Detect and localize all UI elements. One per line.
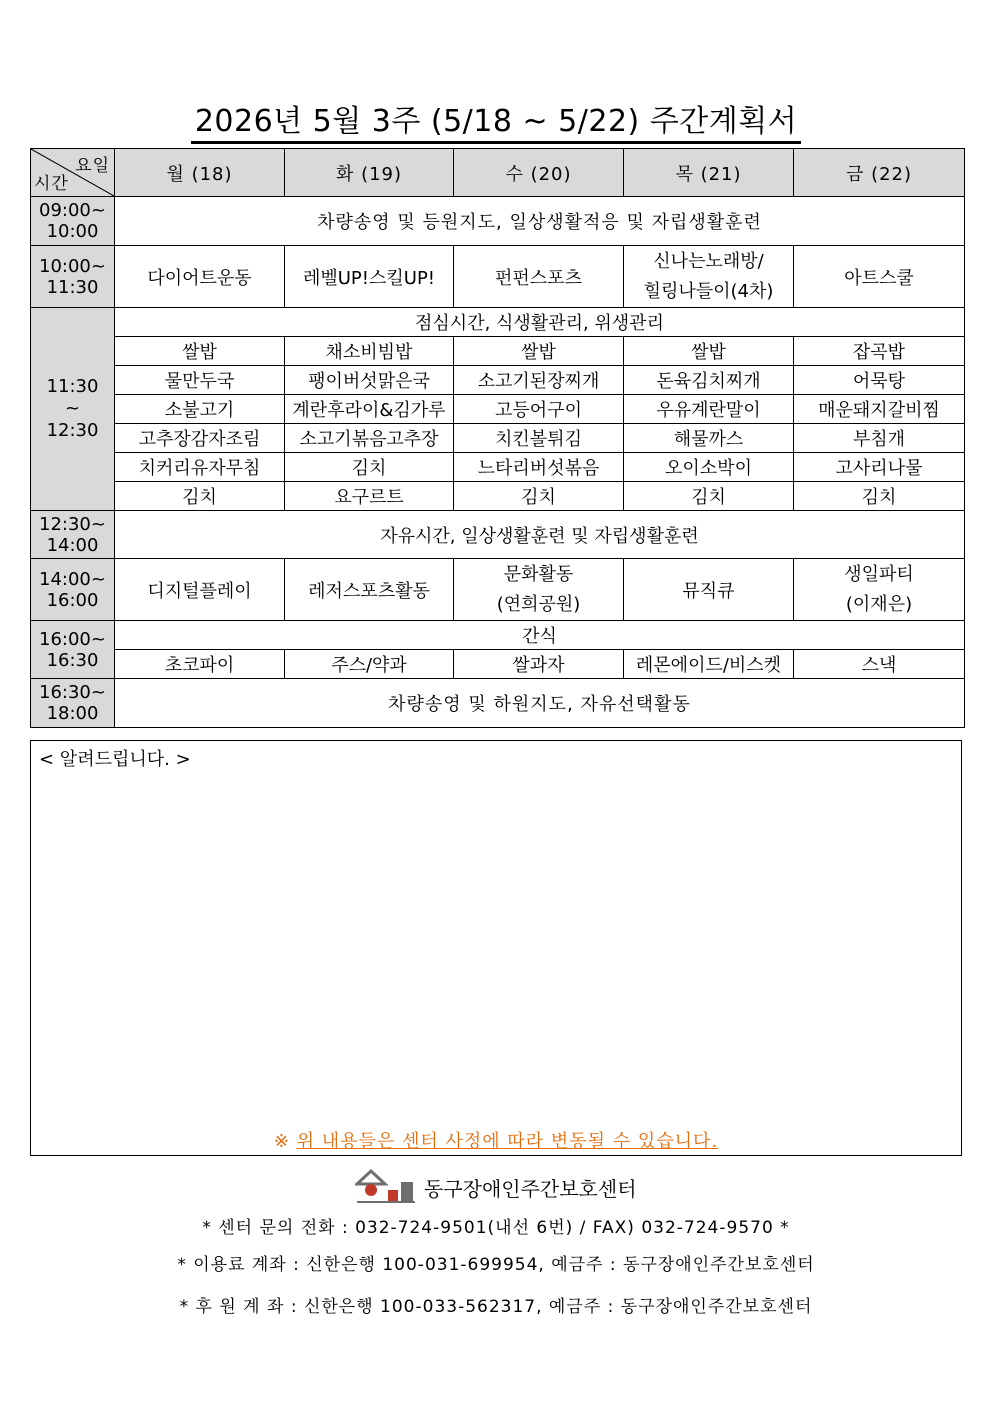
time-start: 11:30 bbox=[46, 376, 99, 397]
menu-item: 김치 bbox=[285, 453, 454, 482]
menu-row bbox=[31, 366, 965, 395]
activity-cell-tue: 레벨UP!스킬UP! bbox=[285, 246, 454, 308]
activity-cell-wed bbox=[454, 559, 624, 621]
time-start: 14:00~ bbox=[39, 568, 106, 590]
corner-time-label: 시간 bbox=[34, 174, 69, 194]
menu-item: 잡곡밥 bbox=[794, 337, 965, 366]
menu-item: 오이소박이 bbox=[624, 453, 794, 482]
menu-item: 치커리유자무침 bbox=[115, 453, 285, 482]
menu-item: 계란후라이&김가루 bbox=[285, 395, 454, 424]
time-cell bbox=[31, 197, 115, 246]
time-end: 16:30 bbox=[46, 649, 99, 671]
menu-item: 소고기볶음고추장 bbox=[285, 424, 454, 453]
menu-item: 물만두국 bbox=[115, 366, 285, 395]
activity-cell-thu bbox=[624, 246, 794, 308]
menu-item: 고사리나물 bbox=[794, 453, 965, 482]
contact-info: * 센터 문의 전화 : 032-724-9501(내선 6번) / FAX) 032-724-9570 * bbox=[202, 1218, 790, 1238]
menu-row bbox=[31, 482, 965, 511]
snack-row bbox=[31, 650, 965, 679]
table-row bbox=[31, 308, 965, 337]
time-start: 16:30~ bbox=[39, 682, 106, 703]
snack-heading: 간식 bbox=[115, 621, 965, 650]
activity-cell-fri bbox=[794, 559, 965, 621]
menu-item: 치킨볼튀김 bbox=[454, 424, 624, 453]
menu-item: 김치 bbox=[794, 482, 965, 511]
menu-item: 소고기된장찌개 bbox=[454, 366, 624, 395]
time-cell bbox=[31, 559, 115, 621]
activity-cell-mon: 다이어트운동 bbox=[115, 246, 285, 308]
notice-footer bbox=[31, 1127, 961, 1153]
activity-line: 신나는노래방/ bbox=[653, 250, 764, 272]
time-end: 18:00 bbox=[46, 703, 99, 724]
menu-row bbox=[31, 337, 965, 366]
table-row bbox=[31, 679, 965, 728]
table-header-row bbox=[31, 149, 965, 197]
time-end: 12:30 bbox=[46, 420, 99, 441]
menu-item: 김치 bbox=[454, 482, 624, 511]
menu-row bbox=[31, 424, 965, 453]
menu-item: 어묵탕 bbox=[794, 366, 965, 395]
activity-line: 생일파티 bbox=[844, 563, 914, 585]
time-start: 09:00~ bbox=[39, 200, 106, 221]
weekly-plan-table bbox=[30, 148, 965, 728]
corner-cell bbox=[31, 149, 115, 197]
activity-cell: 차량송영 및 하원지도, 자유선택활동 bbox=[115, 679, 965, 728]
menu-item: 부침개 bbox=[794, 424, 965, 453]
menu-item: 쌀밥 bbox=[115, 337, 285, 366]
time-cell bbox=[31, 621, 115, 679]
center-name: 동구장애인주간보호센터 bbox=[424, 1177, 637, 1201]
time-cell bbox=[31, 308, 115, 511]
activity-cell-wed: 펀펀스포츠 bbox=[454, 246, 624, 308]
snack-item: 초코파이 bbox=[115, 650, 285, 679]
snack-item: 스낵 bbox=[794, 650, 965, 679]
menu-item: 해물까스 bbox=[624, 424, 794, 453]
menu-item: 요구르트 bbox=[285, 482, 454, 511]
table-row bbox=[31, 559, 965, 621]
snack-item: 레몬에이드/비스켓 bbox=[624, 650, 794, 679]
activity-line: 힐링나들이(4차) bbox=[643, 280, 774, 302]
day-header-mon: 월 (18) bbox=[115, 149, 285, 197]
activity-cell-thu: 뮤직큐 bbox=[624, 559, 794, 621]
menu-row bbox=[31, 395, 965, 424]
menu-item: 느타리버섯볶음 bbox=[454, 453, 624, 482]
notice-footer-text: 위 내용들은 센터 사정에 따라 변동될 수 있습니다. bbox=[296, 1131, 719, 1152]
menu-item: 고등어구이 bbox=[454, 395, 624, 424]
time-end: 16:00 bbox=[46, 589, 99, 611]
menu-item: 소불고기 bbox=[115, 395, 285, 424]
activity-line: 문화활동 bbox=[503, 563, 574, 585]
time-start: 10:00~ bbox=[39, 255, 106, 277]
menu-item: 고추장감자조림 bbox=[115, 424, 285, 453]
notice-heading: < 알려드립니다. > bbox=[39, 749, 191, 770]
table-row bbox=[31, 621, 965, 650]
activity-cell: 자유시간, 일상생활훈련 및 자립생활훈련 bbox=[115, 511, 965, 559]
snack-item: 쌀과자 bbox=[454, 650, 624, 679]
snack-item: 주스/약과 bbox=[285, 650, 454, 679]
day-header-tue: 화 (19) bbox=[285, 149, 454, 197]
time-end: 10:00 bbox=[46, 221, 99, 242]
activity-cell: 차량송영 및 등원지도, 일상생활적응 및 자립생활훈련 bbox=[115, 197, 965, 246]
fee-account-info: * 이용료 계좌 : 신한은행 100-031-699954, 예금주 : 동구장애인주간보호센터 bbox=[177, 1255, 815, 1275]
menu-item: 팽이버섯맑은국 bbox=[285, 366, 454, 395]
activity-cell-fri: 아트스쿨 bbox=[794, 246, 965, 308]
lunch-heading: 점심시간, 식생활관리, 위생관리 bbox=[115, 308, 965, 337]
corner-day-label: 요일 bbox=[75, 156, 110, 176]
time-start: 12:30~ bbox=[39, 513, 106, 535]
time-tilde: ~ bbox=[64, 398, 81, 419]
day-header-fri: 금 (22) bbox=[794, 149, 965, 197]
day-header-wed: 수 (20) bbox=[454, 149, 624, 197]
menu-item: 쌀밥 bbox=[454, 337, 624, 366]
menu-item: 매운돼지갈비찜 bbox=[794, 395, 965, 424]
table-row bbox=[31, 197, 965, 246]
time-end: 11:30 bbox=[46, 276, 99, 298]
table-row bbox=[31, 246, 965, 308]
table-row bbox=[31, 511, 965, 559]
activity-cell-mon: 디지털플레이 bbox=[115, 559, 285, 621]
activity-cell-tue: 레저스포츠활동 bbox=[285, 559, 454, 621]
donation-account-info: * 후 원 계 좌 : 신한은행 100-033-562317, 예금주 : 동구장애인주간보호센터 bbox=[179, 1297, 813, 1317]
activity-line: (연희공원) bbox=[496, 593, 581, 615]
menu-item: 김치 bbox=[115, 482, 285, 511]
menu-row bbox=[31, 453, 965, 482]
activity-line: (이재은) bbox=[845, 593, 913, 615]
center-logo-icon bbox=[355, 1168, 417, 1204]
menu-item: 김치 bbox=[624, 482, 794, 511]
page-title-text: 2026년 5월 3주 (5/18 ~ 5/22) 주간계획서 bbox=[191, 104, 801, 144]
time-cell bbox=[31, 679, 115, 728]
menu-item: 채소비빔밥 bbox=[285, 337, 454, 366]
menu-item: 쌀밥 bbox=[624, 337, 794, 366]
time-cell bbox=[31, 511, 115, 559]
menu-item: 우유계란말이 bbox=[624, 395, 794, 424]
notice-box bbox=[30, 740, 962, 1156]
time-end: 14:00 bbox=[46, 534, 99, 556]
page-title bbox=[0, 96, 992, 140]
notice-mark: ※ bbox=[273, 1131, 290, 1152]
day-header-thu: 목 (21) bbox=[624, 149, 794, 197]
menu-item: 돈육김치찌개 bbox=[624, 366, 794, 395]
time-start: 16:00~ bbox=[39, 628, 106, 650]
time-cell bbox=[31, 246, 115, 308]
